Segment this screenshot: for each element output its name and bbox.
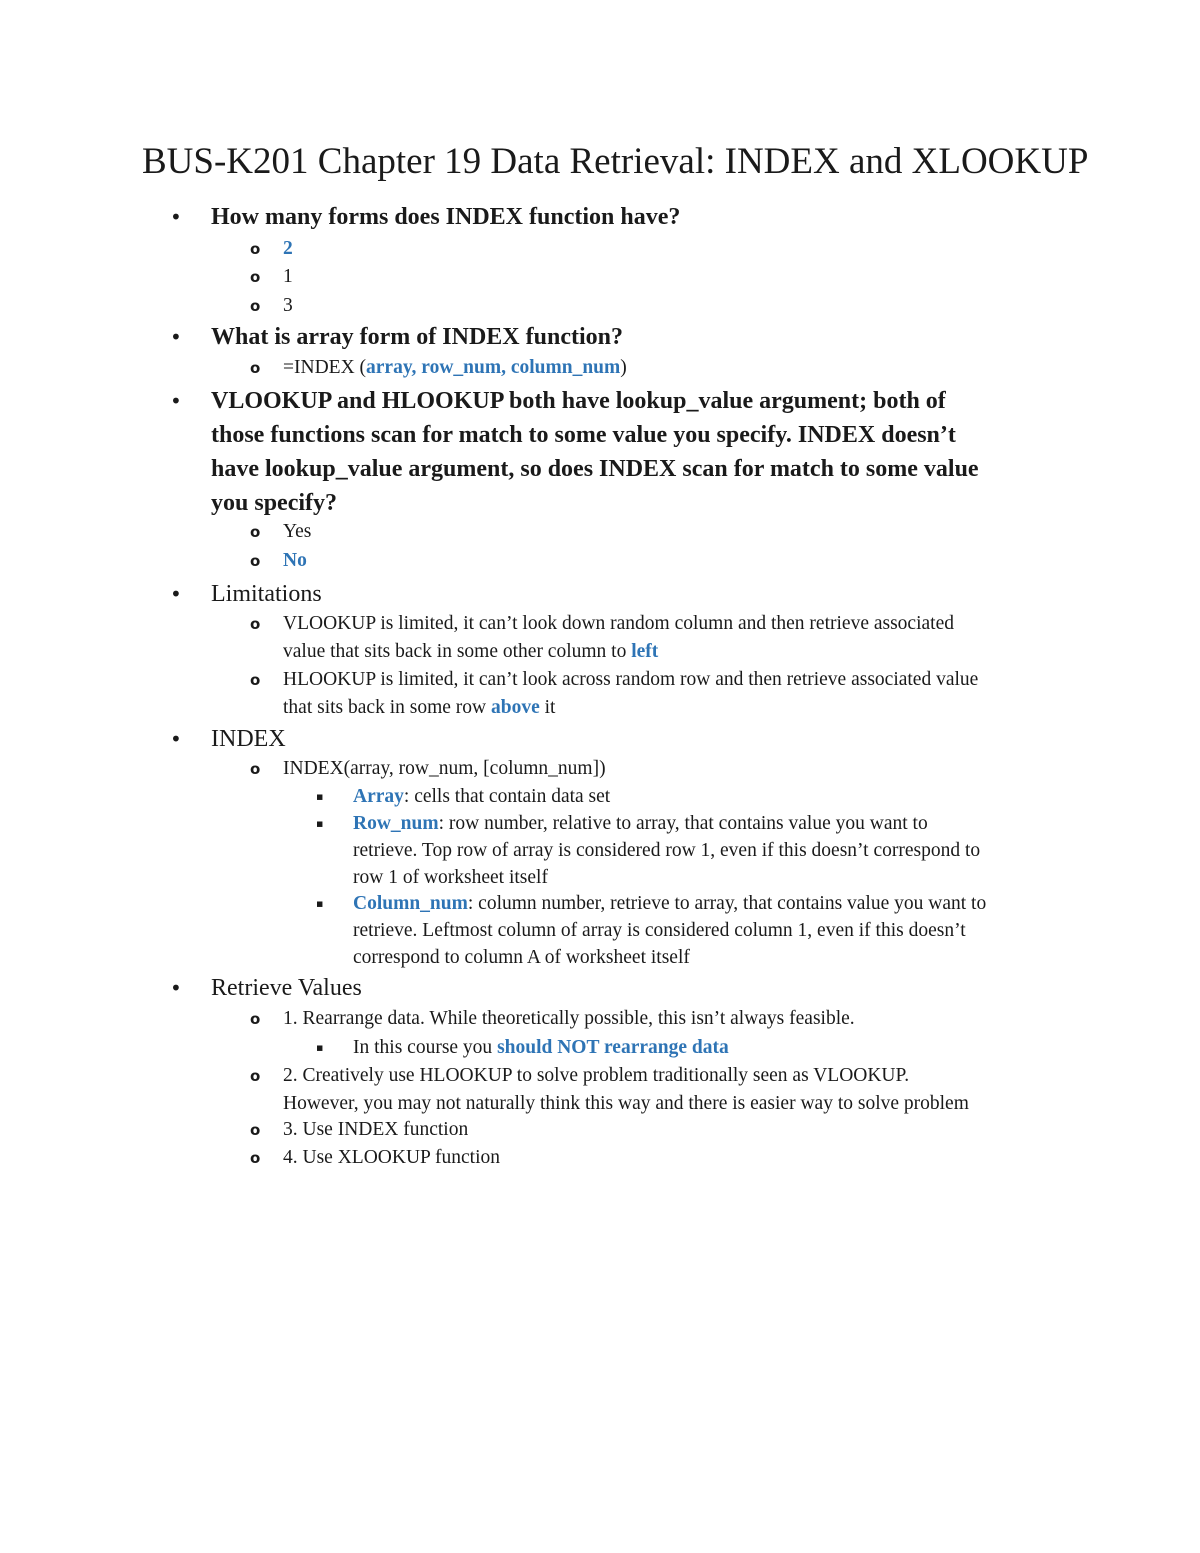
- circle-bullet: o: [250, 268, 261, 286]
- emphasis-left: left: [631, 641, 659, 662]
- answer-option: 3: [283, 295, 293, 316]
- emphasis-above: above: [490, 697, 540, 718]
- arg-term-column-num: Column_num: [353, 893, 468, 914]
- index-arg-column: [353, 890, 986, 918]
- circle-bullet: o: [250, 240, 261, 258]
- disc-bullet: •: [170, 325, 182, 349]
- page-title: BUS-K201 Chapter 19 Data Retrieval: INDEX and XLOOKUP: [142, 141, 1089, 182]
- disc-bullet: •: [170, 389, 182, 413]
- square-bullet: ▪: [316, 897, 324, 910]
- note-text: In this course you: [353, 1037, 498, 1058]
- circle-bullet: o: [250, 359, 261, 377]
- question-lookup-line: VLOOKUP and HLOOKUP both have lookup_value argument; both of: [211, 388, 946, 414]
- retrieve-item-2: 2. Creatively use HLOOKUP to solve problem traditionally seen as VLOOKUP.: [283, 1065, 910, 1086]
- circle-bullet: o: [250, 297, 261, 315]
- circle-bullet: o: [250, 523, 261, 541]
- disc-bullet: •: [170, 582, 182, 606]
- hlookup-limitation-text: that sits back in some row: [283, 697, 491, 718]
- question-forms: How many forms does INDEX function have?: [211, 204, 681, 230]
- index-arg-column-cont: correspond to column A of worksheet itself: [353, 947, 690, 968]
- arg-term-row-num: Row_num: [353, 813, 439, 834]
- retrieve-item-4: 4. Use XLOOKUP function: [283, 1147, 501, 1168]
- answer-option: 1: [283, 266, 293, 287]
- circle-bullet: o: [250, 1121, 261, 1139]
- circle-bullet: o: [250, 615, 261, 633]
- circle-bullet: o: [250, 671, 261, 689]
- retrieve-item-2-cont: However, you may not naturally think this way and there is easier way to solve problem: [283, 1093, 969, 1114]
- section-heading-limitations: Limitations: [211, 581, 322, 607]
- disc-bullet: •: [170, 976, 182, 1000]
- circle-bullet: o: [250, 552, 261, 570]
- index-syntax: INDEX(array, row_num, [column_num]): [283, 758, 606, 779]
- retrieve-item-1: 1. Rearrange data. While theoretically possible, this isn’t always feasible.: [283, 1008, 855, 1029]
- note-emphasis: should NOT rearrange data: [497, 1037, 729, 1058]
- section-heading-index: INDEX: [211, 726, 286, 752]
- disc-bullet: •: [170, 727, 182, 751]
- index-arg-column-cont: retrieve. Leftmost column of array is considered column 1, even if this doesn’t: [353, 920, 966, 941]
- disc-bullet: •: [170, 205, 182, 229]
- answer-option-correct: No: [283, 550, 307, 571]
- arg-desc-array: : cells that contain data set: [403, 786, 611, 807]
- circle-bullet: o: [250, 1010, 261, 1028]
- circle-bullet: o: [250, 1067, 261, 1085]
- answer-option: Yes: [283, 521, 312, 542]
- retrieve-item-1-note: [353, 1034, 729, 1062]
- answer-prefix: =INDEX (: [283, 357, 367, 378]
- retrieve-item-3: 3. Use INDEX function: [283, 1119, 469, 1140]
- arg-desc-row-num: : row number, relative to array, that contains value you want to: [438, 813, 928, 834]
- arg-term-array: Array: [353, 786, 404, 807]
- question-lookup-line: you specify?: [211, 490, 337, 516]
- question-lookup-line: have lookup_value argument, so does INDEX scan for match to some value: [211, 456, 979, 482]
- square-bullet: ▪: [316, 1041, 324, 1054]
- vlookup-limitation-line: [283, 638, 658, 666]
- square-bullet: ▪: [316, 790, 324, 803]
- circle-bullet: o: [250, 760, 261, 778]
- question-lookup-line: those functions scan for match to some value you specify. INDEX doesn’t: [211, 422, 956, 448]
- hlookup-limitation-line: HLOOKUP is limited, it can’t look across random row and then retrieve associated value: [283, 669, 979, 690]
- question-array-form: What is array form of INDEX function?: [211, 324, 623, 350]
- vlookup-limitation-line: VLOOKUP is limited, it can’t look down random column and then retrieve associated: [283, 613, 954, 634]
- index-arg-row: [353, 810, 928, 838]
- index-arg-row-cont: retrieve. Top row of array is considered row 1, even if this doesn’t correspond to: [353, 840, 981, 861]
- answer-args: array, row_num, column_num: [366, 357, 621, 378]
- section-heading-retrieve-values: Retrieve Values: [211, 975, 362, 1001]
- answer-suffix: ): [620, 357, 627, 378]
- hlookup-limitation-line: [283, 694, 555, 722]
- index-arg-row-cont: row 1 of worksheet itself: [353, 867, 548, 888]
- hlookup-limitation-tail: it: [539, 697, 556, 718]
- arg-desc-column-num: : column number, retrieve to array, that contains value you want to: [467, 893, 987, 914]
- square-bullet: ▪: [316, 817, 324, 830]
- answer-array-form: [283, 354, 627, 382]
- vlookup-limitation-text: value that sits back in some other column to: [283, 641, 632, 662]
- index-arg-array: [353, 783, 610, 811]
- circle-bullet: o: [250, 1149, 261, 1167]
- answer-option-correct: 2: [283, 238, 293, 259]
